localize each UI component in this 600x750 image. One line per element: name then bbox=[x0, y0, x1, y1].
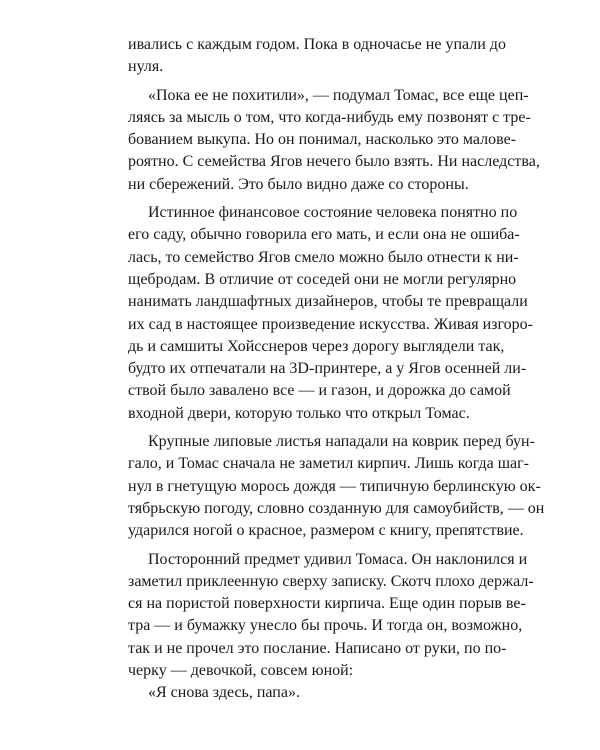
text-line: «Я снова здесь, папа». bbox=[148, 684, 300, 702]
text-line: будто их отпечатали на 3D-принтере, а у Ягов осенней ли- bbox=[128, 360, 527, 378]
text-line: ударился ногой о красное, размером с книгу, препятствие. bbox=[128, 522, 524, 540]
text-line: Посторонний предмет удивил Томаса. Он наклонился и bbox=[148, 550, 528, 568]
text-line: Крупные липовые листья нападали на коврик перед бун- bbox=[148, 433, 535, 451]
text-line: черку — девочкой, совсем юной: bbox=[128, 662, 354, 680]
text-line: тябрьскую погоду, словно созданную для самоубийств, — он bbox=[128, 499, 545, 517]
text-line: лась, то семейство Ягов смело можно было отнести к ни- bbox=[128, 248, 519, 266]
text-line: дь и самшиты Хойсснеров через дорогу выглядели так, bbox=[128, 337, 505, 355]
paragraph bbox=[128, 202, 533, 425]
text-line: так и не прочел это послание. Написано от руки, по по- bbox=[128, 639, 507, 657]
text-line: заметил приклеенную сверху записку. Скотч плохо держал- bbox=[128, 572, 534, 590]
text-line: ни сбережений. Это было видно даже со стороны. bbox=[128, 175, 469, 193]
text-line: нуля. bbox=[128, 58, 164, 76]
text-line: нул в гнетущую морось дождя — типичную берлинскую ок- bbox=[128, 477, 541, 495]
paragraph bbox=[128, 34, 506, 79]
book-page-text bbox=[128, 34, 545, 705]
paragraph bbox=[128, 549, 534, 683]
text-line: его саду, обычно говорила его мать, и если она не ошиба- bbox=[128, 226, 520, 244]
text-line: тра — и бумажку унесло бы прочь. И тогда он, возможно, bbox=[128, 617, 523, 635]
text-line: гало, и Томас сначала не заметил кирпич. Лишь когда шаг- bbox=[128, 455, 530, 473]
text-line: ляясь за мысль о том, что когда-нибудь ему позвонят с тре- bbox=[128, 108, 531, 126]
text-line: входной двери, которую только что открыл Томас. bbox=[128, 404, 470, 422]
text-line: их сад в настоящее произведение искусства. Живая изгоро- bbox=[128, 315, 533, 333]
text-line: Истинное финансовое состояние человека понятно по bbox=[148, 204, 518, 222]
text-line: роятно. С семейства Ягов нечего было взять. Ни наследства, bbox=[128, 153, 540, 171]
text-line: «Пока ее не похитили», — подумал Томас, все еще цеп- bbox=[148, 86, 529, 104]
paragraph bbox=[128, 431, 545, 542]
text-line: ивались с каждым годом. Пока в одночасье не упали до bbox=[128, 36, 506, 53]
text-line: бованием выкупа. Но он понимал, насколько это малове- bbox=[128, 131, 517, 149]
text-line: нанимать ландшафтных дизайнеров, чтобы те превращали bbox=[128, 293, 528, 311]
paragraph bbox=[128, 85, 540, 196]
paragraph-note bbox=[128, 682, 501, 704]
text-line: щебродам. В отличие от соседей они не могли регулярно bbox=[128, 270, 517, 288]
text-line: ся на пористой поверхности кирпича. Еще один порыв ве- bbox=[128, 595, 526, 613]
text-line: ствой было завалено все — и газон, и дорожка до самой bbox=[128, 382, 511, 400]
